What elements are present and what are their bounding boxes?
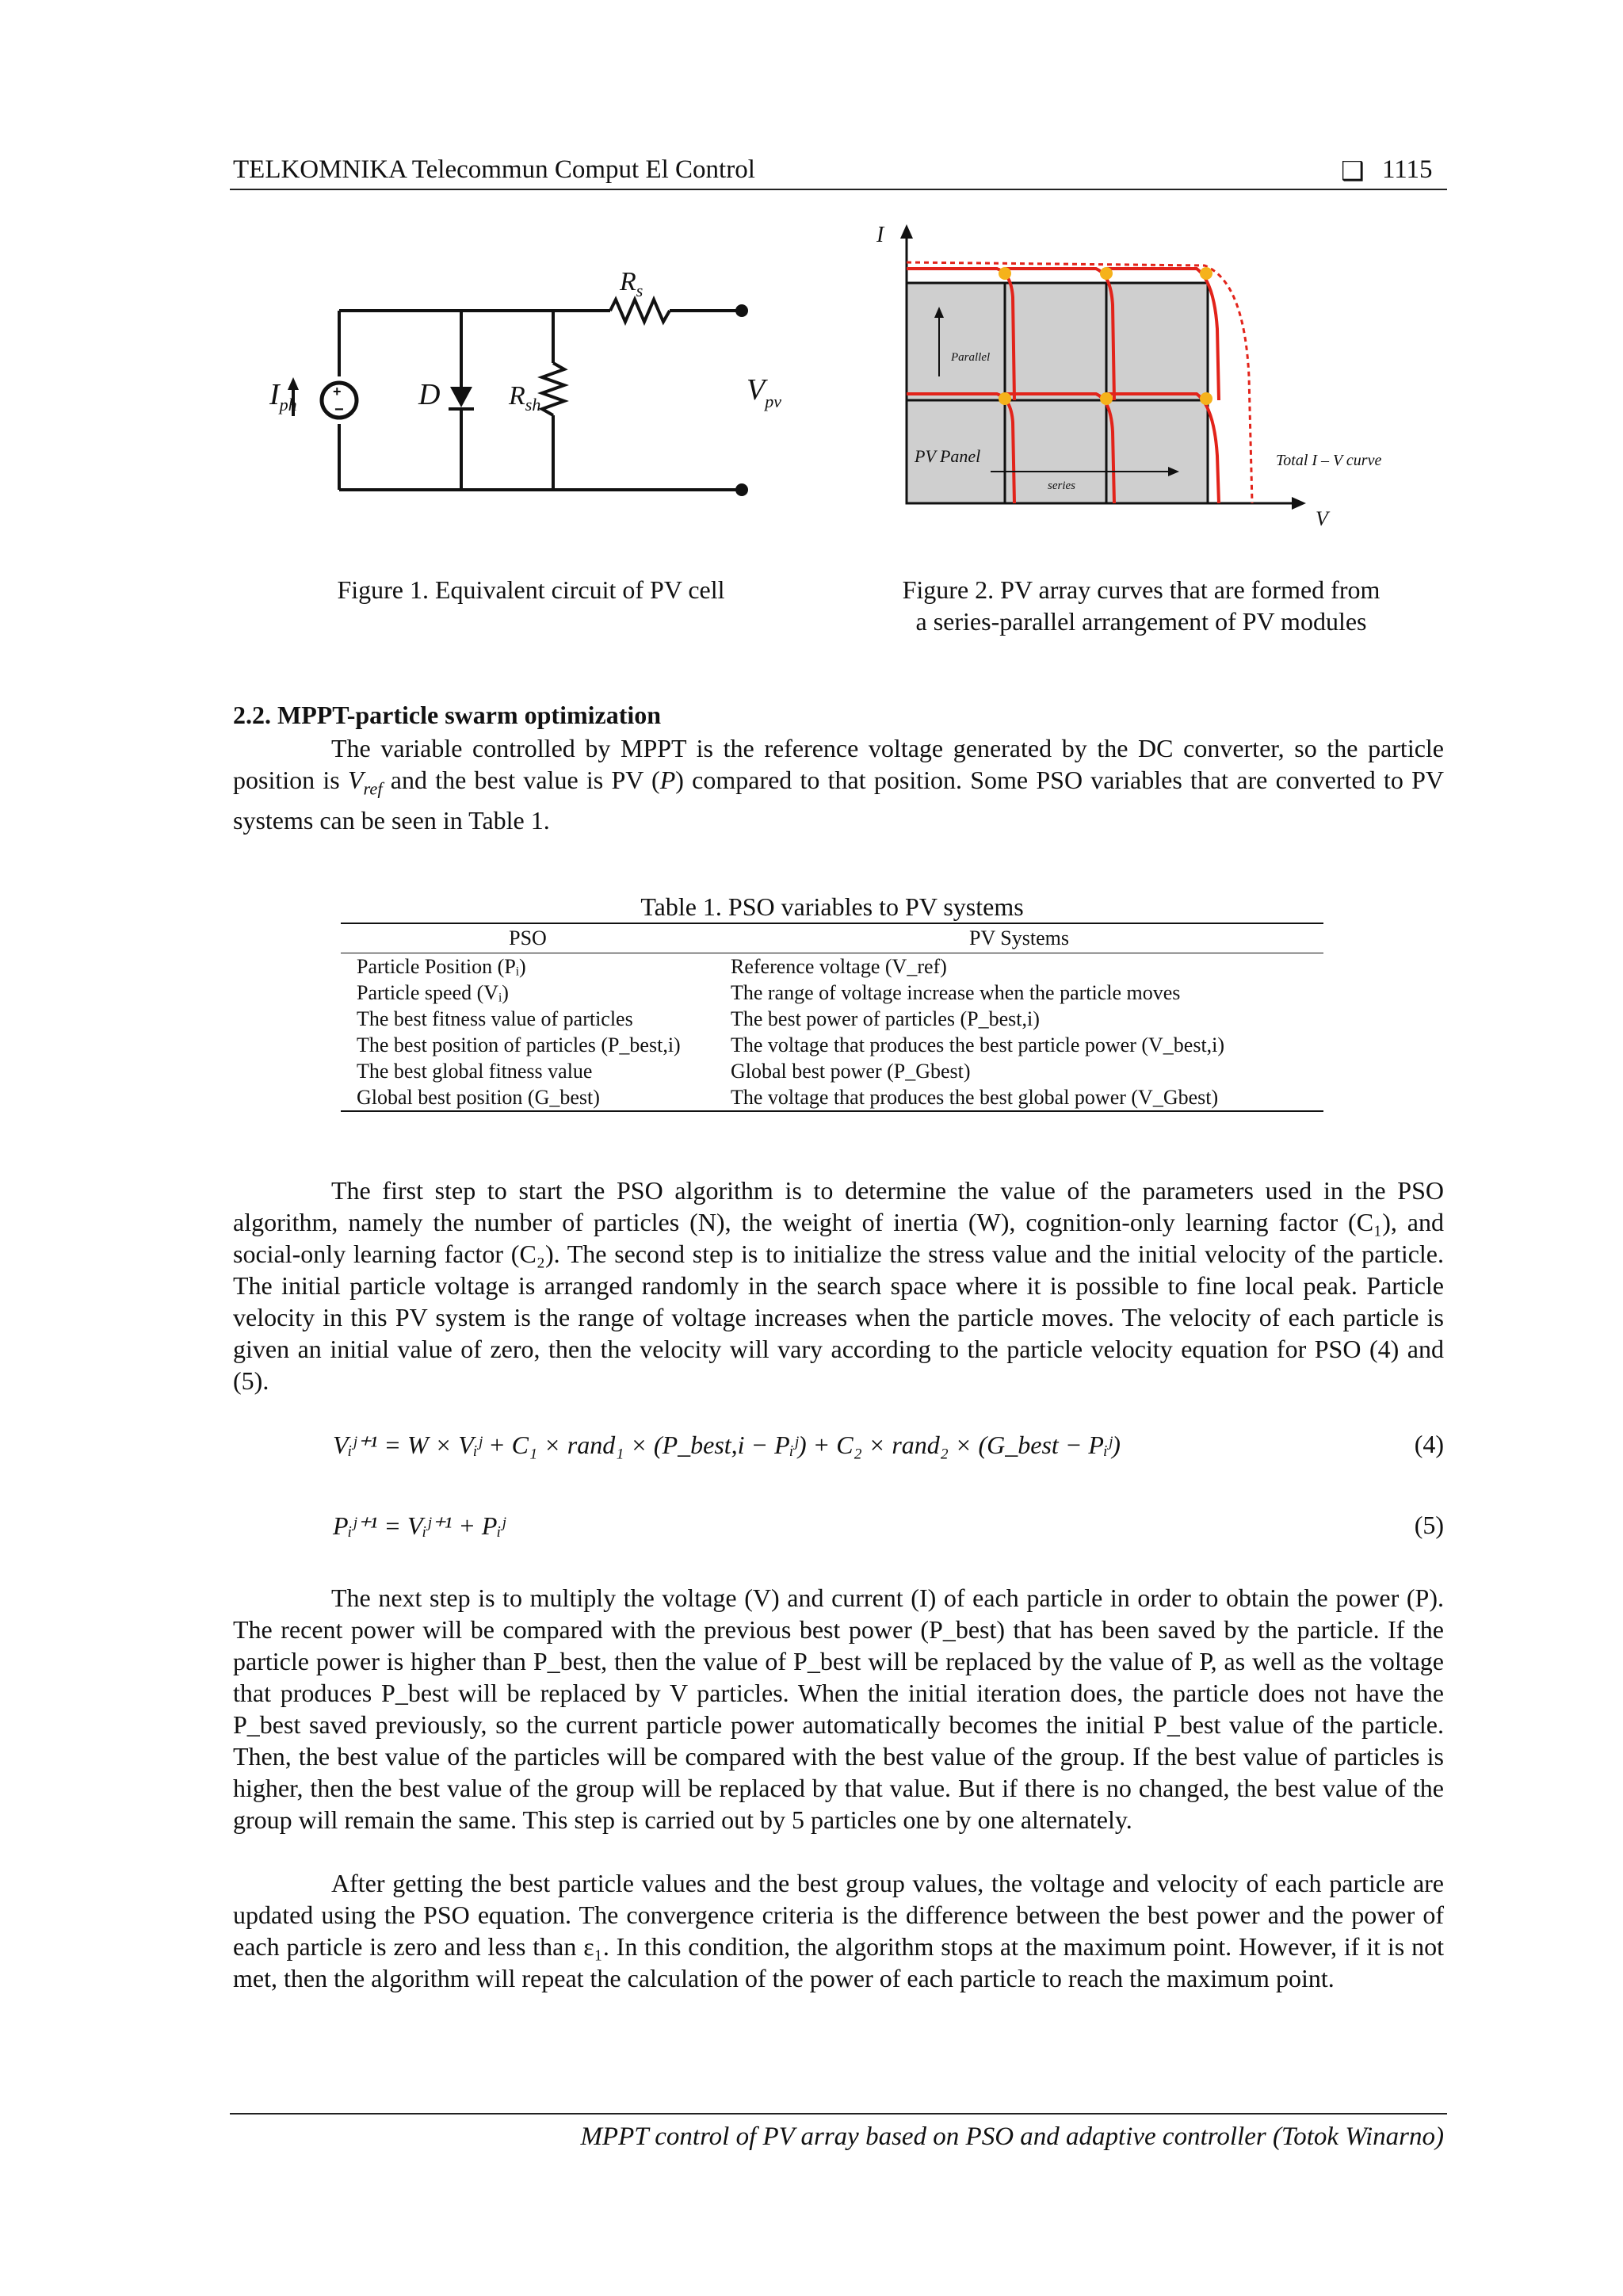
- figure2-caption-line2: a series-parallel arrangement of PV modules: [915, 607, 1367, 636]
- box-icon: ❑: [1341, 158, 1365, 186]
- table-row: [341, 1032, 1323, 1058]
- table-cell: Global best position (G_best): [357, 1086, 600, 1109]
- table-row: [341, 953, 1323, 980]
- figure2-caption: [856, 574, 1426, 637]
- figure2-pv-array: [872, 218, 1426, 551]
- paragraph-2: The first step to start the PSO algorithm is to determine the value of the parameters used in the PSO algorithm, namely the number of particles (N), the weight of inertia (W), cognition-only learning factor (C₁), and social-only learning factor (C₂). The second step is to initialize the stress value and the initial velocity of the particle. The initial particle voltage is arranged randomly in the search space where it is possible to fine local peak. Particle velocity in this PV system is the range of voltage increases when the particle moves. The velocity of each particle is given an initial value of zero, then the velocity will vary according to the particle velocity equation for PSO (4) and (5).: [233, 1176, 1444, 1395]
- figure1-caption: Figure 1. Equivalent circuit of PV cell: [337, 575, 725, 604]
- table-cell: The best power of particles (P_best,i): [731, 1007, 1040, 1030]
- table-cell: Global best power (P_Gbest): [731, 1060, 971, 1083]
- terminal-bottom: [735, 483, 748, 496]
- paragraph-1: The variable controlled by MPPT is the reference voltage generated by the DC converter, so the particle position is $V_{ref}$ and the best value is PV (P) compared to that position. Some PSO variables that are converted to PV systems can be seen in Table 1.: [233, 734, 1445, 835]
- page-number: 1115: [1382, 155, 1433, 184]
- table-cell: Particle Position (Pᵢ): [357, 955, 526, 978]
- iph-label: $I_{ph}$: [269, 378, 297, 415]
- svg-text:+: +: [333, 384, 342, 399]
- series-label: series: [1048, 479, 1075, 492]
- table1: [341, 923, 1323, 1112]
- footer-rule: [230, 2113, 1447, 2115]
- current-source-icon: [322, 383, 357, 418]
- running-footer: MPPT control of PV array based on PSO and adaptive controller (Totok Winarno): [580, 2122, 1444, 2151]
- axis-arrow-right-icon: [1292, 497, 1306, 510]
- equation-5-number: (5): [1414, 1511, 1444, 1539]
- equation-5: Pᵢʲ⁺¹ = Vᵢʲ⁺¹ + Pᵢʲ: [333, 1511, 506, 1540]
- table-cell: The voltage that produces the best particle power (V_best,i): [731, 1033, 1225, 1056]
- table1-title: Table 1. PSO variables to PV systems: [640, 892, 1024, 921]
- equation-4: Vᵢʲ⁺¹ = W × Vᵢʲ + C₁ × rand₁ × (P_best,i − Pᵢʲ) + C₂ × rand₂ × (G_best − Pᵢʲ): [333, 1431, 1121, 1459]
- table-cell: The best global fitness value: [357, 1060, 593, 1083]
- table-cell: Reference voltage (V_ref): [731, 955, 947, 978]
- v-axis-label: V: [1316, 507, 1328, 530]
- equation-4-number: (4): [1414, 1430, 1444, 1458]
- header-rule: [230, 189, 1447, 190]
- terminal-top: [735, 304, 748, 317]
- figure1-circuit: [254, 262, 824, 515]
- diode-icon: [449, 387, 474, 409]
- table-cell: The best fitness value of particles: [357, 1007, 633, 1030]
- parallel-label: Parallel: [951, 351, 991, 364]
- axis-arrow-up-icon: [900, 224, 913, 239]
- i-axis-label: I: [876, 223, 884, 247]
- figure2-caption-line1: Figure 2. PV array curves that are formed from: [902, 575, 1381, 604]
- table-cell: The range of voltage increase when the particle moves: [731, 981, 1181, 1004]
- paragraph-4: After getting the best particle values and the best group values, the voltage and velocity of each particle are updated using the PSO equation. The convergence criteria is the difference between the best power and the power of each particle is zero and less than ε₁. In this condition, the algorithm stops at the maximum point. However, if it is not met, then the algorithm will repeat the calculation of the power of each particle to reach the maximum point.: [233, 1869, 1444, 1992]
- d-label: D: [418, 378, 441, 411]
- rs-label: $R_s$: [620, 267, 643, 300]
- table-cell: Particle speed (Vᵢ): [357, 981, 509, 1004]
- table-row: [341, 1084, 1323, 1111]
- paragraph-3: The next step is to multiply the voltage (V) and current (I) of each particle in order to obtain the power (P). The recent power will be compared with the previous best power (P_best) that has been saved by the particle. If the particle power is higher than P_best, then the value of P_best will be replaced by the value of P, as well as the voltage that produces P_best will be replaced by V particles. When the initial iteration does, the particle does not have the P_best saved previously, so the current particle power automatically becomes the initial P_best value of the particle. Then, the best value of the particles will be compared with the best value of the group. If the best value of particles is higher, then the best value of the group will be replaced by that value. But if there is no changed, the best value of the group will remain the same. This step is carried out by 5 particles one by one alternately.: [233, 1584, 1444, 1834]
- table1-header-pv: PV Systems: [969, 926, 1069, 949]
- table-cell: The best position of particles (P_best,i): [357, 1033, 681, 1056]
- table1-header-pso: PSO: [509, 926, 547, 949]
- table-row: [341, 1006, 1323, 1032]
- total-iv-label: Total I – V curve: [1276, 452, 1382, 469]
- rsh-label: $R_{sh}$: [509, 381, 541, 415]
- svg-text:−: −: [334, 401, 344, 418]
- table-row: [341, 1058, 1323, 1084]
- arrow-up-icon: [288, 377, 299, 390]
- table-cell: The voltage that produces the best global power (V_Gbest): [731, 1086, 1219, 1109]
- pv-panel-label: PV Panel: [915, 446, 981, 466]
- section-title: 2.2. MPPT-particle swarm optimization: [233, 701, 662, 729]
- table-row: [341, 980, 1323, 1006]
- running-header: TELKOMNIKA Telecommun Comput El Control: [233, 155, 755, 184]
- vpv-label: $V_{pv}$: [747, 373, 781, 411]
